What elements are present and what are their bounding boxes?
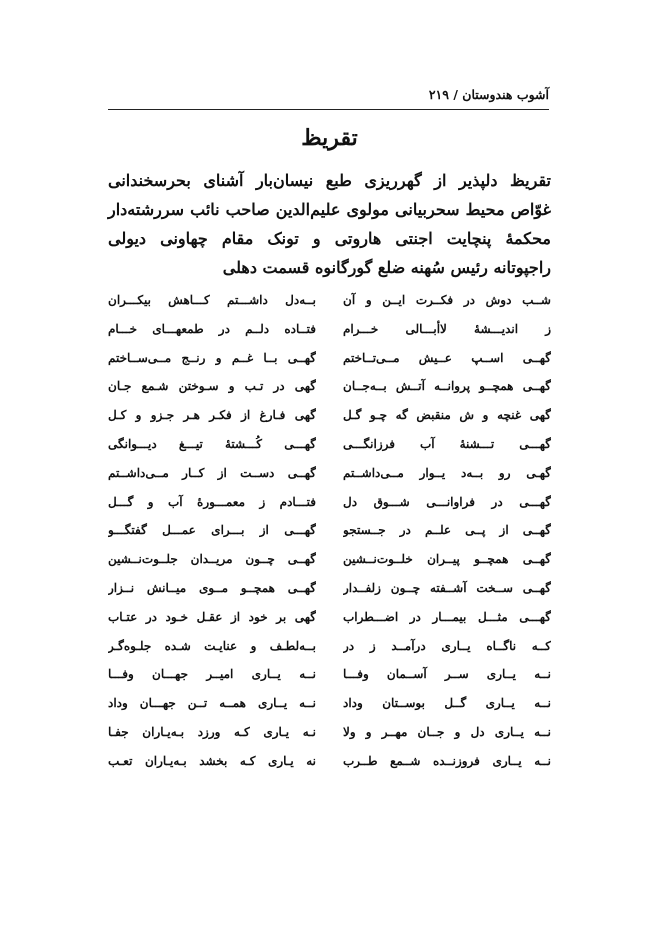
verse-row — [108, 290, 551, 319]
header-rule — [108, 109, 549, 110]
verse-second-hemistich: گهی در تـب و سـوختن شـمع جـان — [108, 379, 316, 394]
verse-first-hemistich: گهـــی مثـــل بیمـــار در اضـــطراب — [343, 609, 551, 624]
verse-row — [108, 319, 551, 348]
verse-row — [108, 751, 551, 780]
running-head: آشوب هندوستان / ۲۱۹ — [428, 87, 549, 102]
verse-second-hemistich: نـه یـاری کـه ورزد بـه‌یـاران جفـا — [108, 724, 316, 739]
verse-row — [108, 607, 551, 636]
verse-first-hemistich: نــه یــاری ســر آســمان وفـــا — [343, 667, 551, 682]
verse-list — [108, 290, 551, 780]
verse-second-hemistich: نــه یــاری امیــر جهـــان وفـــا — [108, 667, 316, 682]
verse-row — [108, 492, 551, 521]
intro-line: غوّاص محیط سحربیانی مولوی علیم‌الدین صاحب نائب سررشته‌دار — [108, 200, 551, 219]
verse-second-hemistich: نه یـاری کـه بخشد بـه‌یـاران تعـب — [108, 753, 316, 768]
verse-first-hemistich: گهــی همچــو پروانــه آتــش بــه‌جــان — [343, 379, 551, 394]
verse-row — [108, 722, 551, 751]
verse-row — [108, 636, 551, 665]
verse-row — [108, 405, 551, 434]
intro-line: راجپوتانه رئیس سُهنه ضلع گورگانوه قسمت دهلی — [222, 258, 551, 277]
verse-row — [108, 664, 551, 693]
verse-second-hemistich: گهــی دســت از کــار مــی‌داشــتم — [108, 465, 316, 480]
verse-second-hemistich: گهـــی از بـــرای عمـــل گفتگـــو — [108, 523, 316, 538]
verse-first-hemistich: نــه یــاری گــل بوســتان وداد — [343, 696, 551, 711]
verse-second-hemistich: بــه‌دل داشـــتم کـــاهش بیکـــران — [108, 293, 316, 307]
verse-second-hemistich: گهــی همچــو مــوی میــانش نــزار — [108, 580, 316, 595]
verse-second-hemistich: گهــی چــون مریــدان جلــوت‌نــشین — [108, 552, 316, 567]
verse-second-hemistich: گهی بر خود از عقـل خـود در عتـاب — [108, 609, 316, 624]
verse-second-hemistich: گهی فـارغ از فکـر هـر جـزو و کـل — [108, 408, 316, 423]
verse-first-hemistich: گهــی ســخت آشــفته چــون زلفــدار — [343, 580, 551, 595]
verse-first-hemistich: نــه یــاری دل و جــان مهــر و ولا — [343, 724, 551, 739]
verse-second-hemistich: فتـــادم ز معمـــورهٔ آب و گـــل — [108, 494, 316, 509]
verse-row — [108, 434, 551, 463]
verse-row — [108, 693, 551, 722]
verse-first-hemistich: گهـی رو بــه‌د یــوار مــی‌داشــتم — [343, 465, 551, 480]
verse-first-hemistich: نــه یــاری فروزنــده شــمع طــرب — [343, 753, 551, 768]
verse-first-hemistich: کــه ناگــاه یــاری درآمــد ز در — [343, 638, 551, 653]
page-title: تقریظ — [301, 125, 358, 151]
verse-row — [108, 549, 551, 578]
verse-first-hemistich: ز اندیـــشهٔ لاأبـــالی خـــرام — [343, 321, 551, 336]
verse-second-hemistich: فتــاده دلــم در طمعهـــای خـــام — [108, 321, 316, 336]
verse-first-hemistich: گهــی از پــی علــم در جــستجو — [343, 523, 551, 538]
verse-first-hemistich: گهــی اســپ عــیش مــی‌تــاختم — [343, 350, 551, 365]
verse-first-hemistich: شــب دوش در فکــرت ایــن و آن — [343, 293, 551, 307]
intro-paragraph — [108, 166, 551, 282]
verse-first-hemistich: گهـــی در فراوانـــی شـــوق دل — [343, 494, 551, 509]
verse-row — [108, 348, 551, 377]
verse-row — [108, 463, 551, 492]
intro-line: تقریظ دلپذیر از گهرریزی طبع نیسان‌بار آشنای بحرسخندانی — [108, 171, 551, 190]
verse-second-hemistich: گهــی بــا غــم و رنــج مــی‌ســاختم — [108, 350, 316, 365]
verse-first-hemistich: گهـــی تـــشنهٔ آب فرزانگـــی — [343, 436, 551, 451]
intro-line: محکمهٔ پنچایت اجنتی هاروتی و تونک مقام چهاونی دیولی — [108, 229, 551, 248]
verse-row — [108, 578, 551, 607]
verse-row — [108, 520, 551, 549]
verse-second-hemistich: نــه یــاری همــه تــن جهـــان وداد — [108, 696, 316, 711]
verse-row — [108, 376, 551, 405]
verse-second-hemistich: بــه‌لطـف و عنایـت شـده جلـوه‌گـر — [108, 638, 316, 653]
verse-first-hemistich: گهــی همچــو پیــران خلــوت‌نــشین — [343, 552, 551, 567]
verse-first-hemistich: گهی غنچه و ش منقبض گه چـو گـل — [343, 408, 551, 423]
verse-second-hemistich: گهـــی کُـــشتهٔ تیـــغ دیـــوانگی — [108, 436, 316, 451]
